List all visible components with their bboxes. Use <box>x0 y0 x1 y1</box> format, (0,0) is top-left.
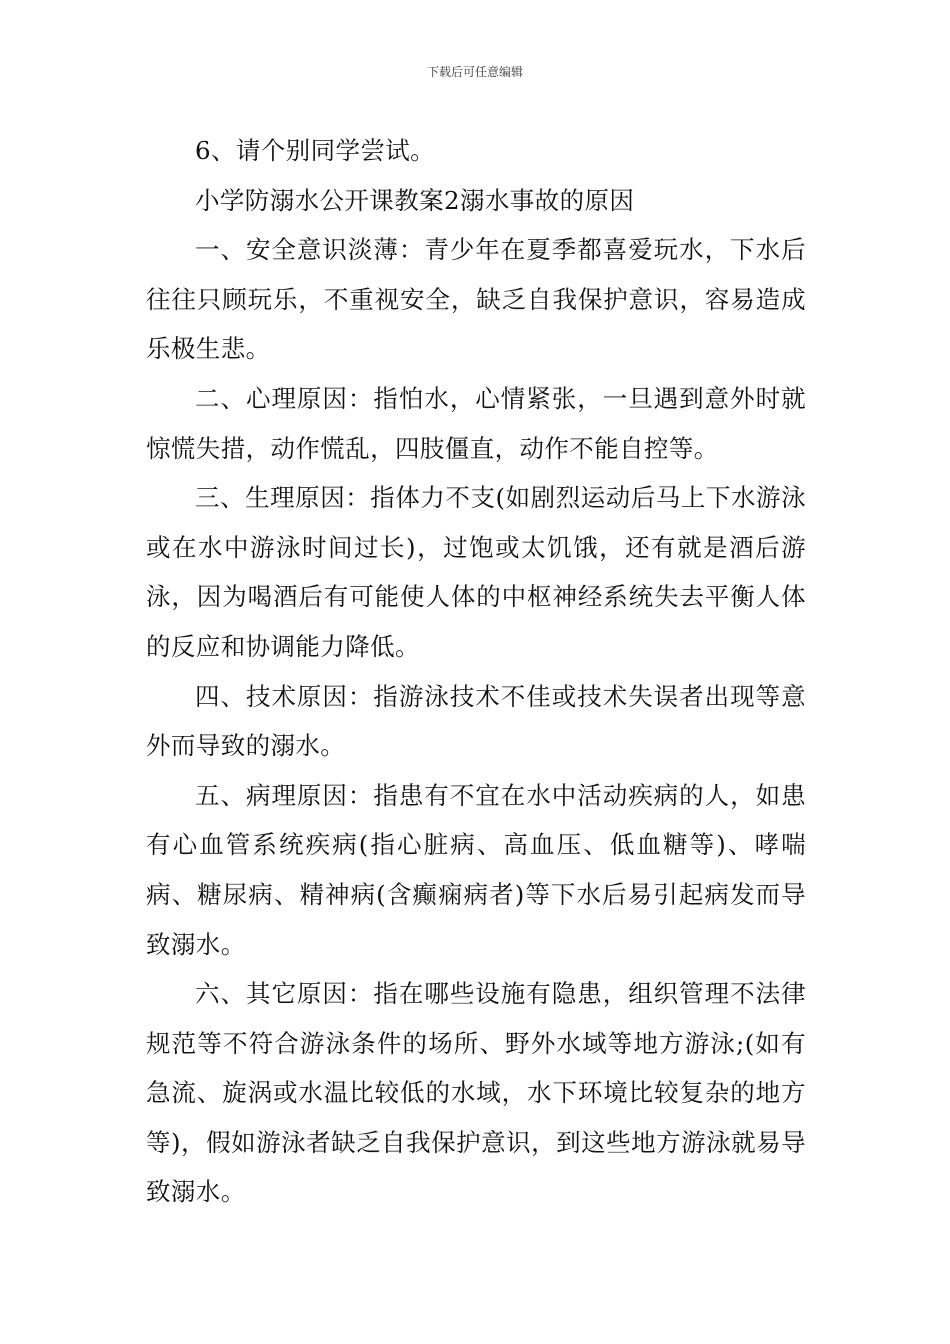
paragraph-reason-4: 四、技术原因：指游泳技术不佳或技术失误者出现等意外而导致的溺水。 <box>146 681 806 761</box>
section-heading: 小学防溺水公开课教案2溺水事故的原因 <box>195 185 635 215</box>
paragraph-step-6: 6、请个别同学尝试。 <box>195 136 436 165</box>
paragraph-reason-2: 二、心理原因：指怕水，心情紧张，一旦遇到意外时就惊慌失措，动作慌乱，四肢僵直，动作不能自控等。 <box>146 383 806 463</box>
paragraph-reason-5: 五、病理原因：指患有不宜在水中活动疾病的人，如患有心血管系统疾病(指心脏病、高血压、低血糖等)、哮喘病、糖尿病、精神病(含癫痫病者)等下水后易引起病发而导致溺水。 <box>146 780 806 959</box>
paragraph-reason-3: 三、生理原因：指体力不支(如剧烈运动后马上下水游泳或在水中游泳时间过长)，过饱或太饥饿，还有就是酒后游泳，因为喝酒后有可能使人体的中枢神经系统失去平衡人体的反应和协调能力降低。 <box>146 483 806 661</box>
paragraph-reason-1: 一、安全意识淡薄：青少年在夏季都喜爱玩水，下水后往往只顾玩乐，不重视安全，缺乏自我保护意识，容易造成乐极生悲。 <box>146 235 806 364</box>
paragraph-reason-6: 六、其它原因：指在哪些设施有隐患，组织管理不法律规范等不符合游泳条件的场所、野外水域等地方游泳;(如有急流、旋涡或水温比较低的水域，水下环境比较复杂的地方等)，假如游泳者缺乏自我保护意识，到这些地方游泳就易导致溺水。 <box>146 979 806 1207</box>
page-header: 下载后可任意编辑 <box>426 65 523 79</box>
document-body <box>146 126 806 1217</box>
